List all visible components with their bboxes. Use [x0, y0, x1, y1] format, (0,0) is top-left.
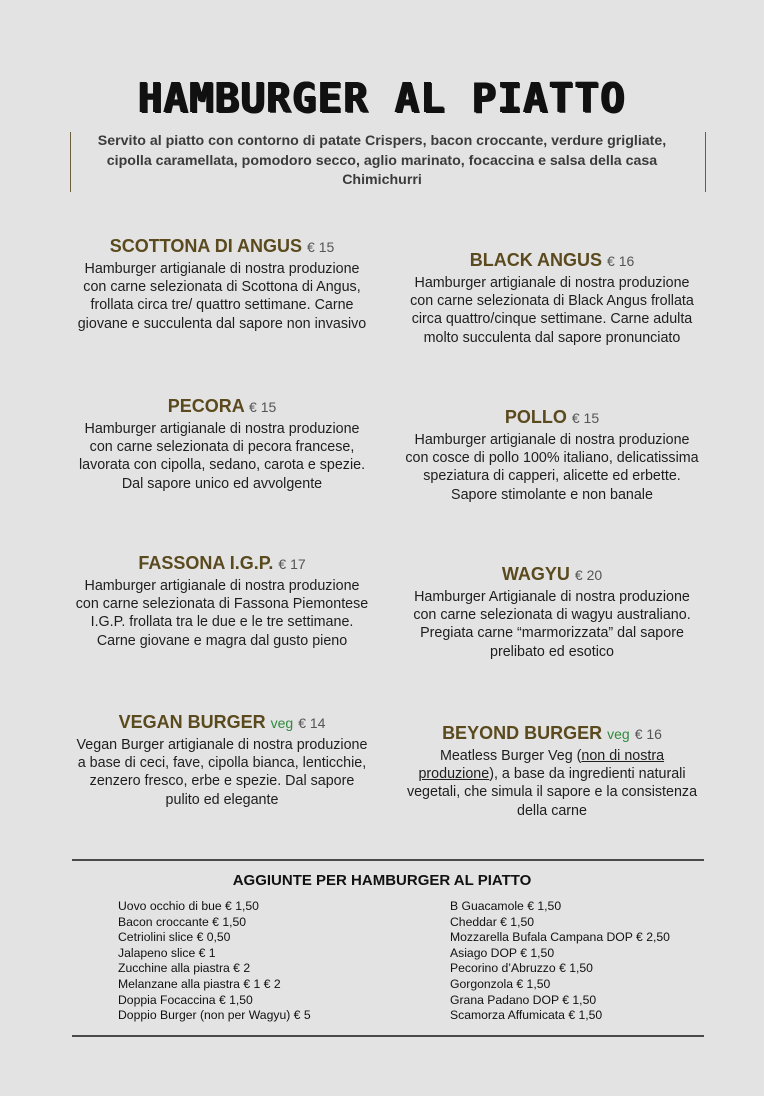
- extras-title: AGGIUNTE PER HAMBURGER AL PIATTO: [232, 872, 532, 889]
- extra-item: Grana Padano DOP € 1,50: [450, 992, 597, 1007]
- item-name: SCOTTONA DI ANGUS: [109, 236, 303, 256]
- divider-top: [72, 859, 704, 861]
- desc-text: ), a base da ingredienti naturali vegetali, che simula il sapore e la consistenza della carne: [406, 766, 698, 819]
- item-price: € 17: [278, 556, 306, 572]
- menu-item-black-angus: [402, 249, 702, 347]
- item-price: € 16: [634, 726, 662, 742]
- menu-item-fassona: [72, 552, 372, 650]
- extra-item: B Guacamole € 1,50: [450, 899, 562, 913]
- item-description: Hamburger Artigianale di nostra produzione con carne selezionata di wagyu australiano. Pregiata carne “marmorizzata” dal sapore prelibato ed esotico: [413, 589, 691, 660]
- item-description: Hamburger artigianale di nostra produzione con carne selezionata di pecora francese, lavorata con cipolla, sedano, carota e spezie. Dal sapore unico ed avvolgente: [78, 421, 366, 492]
- extra-item: Mozzarella Bufala Campana DOP € 2,50: [450, 930, 670, 945]
- menu-item-pollo: [402, 406, 702, 504]
- menu-item-pecora: [72, 395, 372, 493]
- extra-item: Melanzane alla piastra € 1 € 2: [118, 976, 281, 991]
- extra-item: Scamorza Affumicata € 1,50: [450, 1008, 603, 1023]
- item-description: Hamburger artigianale di nostra produzione con cosce di pollo 100% italiano, delicatissima speziatura di capperi, alicette ed erbette. Sapore stimolante e non banale: [405, 432, 699, 503]
- extra-item: Doppia Focaccina € 1,50: [118, 992, 253, 1007]
- item-name: PECORA: [167, 396, 245, 416]
- item-description: [402, 747, 702, 820]
- extra-item: Gorgonzola € 1,50: [450, 976, 551, 991]
- extra-item: Pecorino d’Abruzzo € 1,50: [450, 961, 593, 976]
- veg-label: veg: [607, 726, 630, 742]
- veg-label: veg: [270, 715, 294, 731]
- item-price: € 15: [249, 399, 277, 415]
- extra-item: Cheddar € 1,50: [450, 914, 535, 929]
- menu-item-scottona: [72, 235, 372, 333]
- item-price: € 16: [607, 253, 635, 269]
- divider-bottom: [72, 1035, 704, 1037]
- item-description: Hamburger artigianale di nostra produzione con carne selezionata di Black Angus frollata circa quattro/cinque settimane. Carne adulta molto succulenta dal sapore pronunciato: [410, 275, 694, 346]
- subtitle: Servito al piatto con contorno di patate Crispers, bacon croccante, verdure grigliate, cipolla caramellata, pomodoro secco, aglio marinato, focaccina e salsa della casa Chimichurri: [97, 133, 667, 188]
- menu-item-beyond-burger: [402, 722, 702, 820]
- item-name: WAGYU: [501, 564, 570, 584]
- extra-item: Doppio Burger (non per Wagyu) € 5: [118, 1008, 311, 1023]
- item-description: Hamburger artigianale di nostra produzione con carne selezionata di Scottona di Angus, frollata circa tre/ quattro settimane. Carne giovane e succulenta dal sapore non invasivo: [77, 261, 367, 332]
- item-description: Vegan Burger artigianale di nostra produzione a base di ceci, fave, cipolla bianca, lenticchie, zenzero fresco, erbe e spezie. Dal sapore pulito ed elegante: [76, 737, 368, 808]
- page-title: HAMBURGER AL PIATTO: [138, 74, 626, 122]
- extra-item: Uovo occhio di bue € 1,50: [118, 899, 259, 913]
- extra-item: Zucchine alla piastra € 2: [118, 961, 251, 976]
- item-name: BLACK ANGUS: [469, 250, 603, 270]
- item-description: Hamburger artigianale di nostra produzione con carne selezionata di Fassona Piemontese I.G.P. frollata tra le due e le tre settimane. Carne giovane e magra dal gusto pieno: [75, 578, 369, 649]
- extra-item: Cetriolini slice € 0,50: [118, 930, 231, 945]
- item-name: BEYOND BURGER: [442, 723, 603, 743]
- item-price: € 15: [571, 410, 600, 426]
- item-name: POLLO: [504, 407, 567, 427]
- extras-list-right: [450, 899, 670, 1024]
- extras-list-left: [118, 899, 311, 1024]
- item-price: € 20: [574, 567, 603, 583]
- desc-underlined-text: non di nostra produzione: [418, 748, 665, 783]
- menu-item-wagyu: [402, 563, 702, 661]
- extra-item: Asiago DOP € 1,50: [450, 945, 555, 960]
- extra-item: Bacon croccante € 1,50: [118, 914, 247, 929]
- item-price: € 15: [307, 239, 335, 255]
- desc-text: Meatless Burger Veg (: [439, 748, 582, 764]
- menu-item-vegan-burger: [72, 711, 372, 809]
- item-name: VEGAN BURGER: [118, 712, 266, 732]
- item-price: € 14: [298, 715, 326, 731]
- extra-item: Jalapeno slice € 1: [118, 945, 216, 960]
- item-name: FASSONA I.G.P.: [138, 553, 274, 573]
